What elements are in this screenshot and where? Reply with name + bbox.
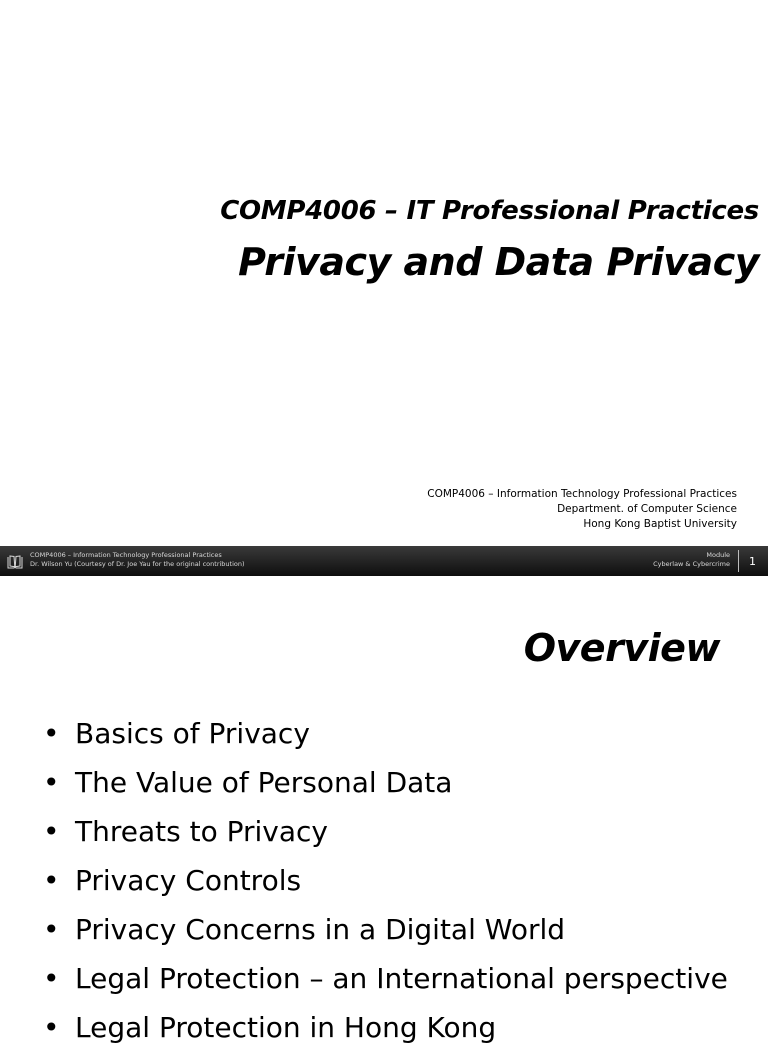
bullet-text: Legal Protection in Hong Kong [75, 1011, 497, 1044]
footer-module-name: Cyberlaw & Cybercrime [653, 560, 730, 568]
overview-slide [0, 576, 768, 1044]
department-line: Hong Kong Baptist University [583, 518, 737, 530]
list-item [43, 1011, 496, 1045]
list-item [43, 717, 310, 751]
bullet-text: Privacy Concerns in a Digital World [75, 913, 566, 946]
bullet-text: Basics of Privacy [75, 717, 310, 750]
list-item [43, 815, 328, 849]
page-number: 1 [749, 555, 756, 568]
footer-course-info [30, 551, 245, 569]
bullet-text: Threats to Privacy [75, 815, 328, 848]
list-item [43, 913, 565, 947]
bullet-point: • [43, 913, 60, 946]
bullet-text: Legal Protection – an International perspective [75, 962, 728, 995]
department-info [427, 487, 737, 532]
course-title: COMP4006 – IT Professional Practices [220, 196, 759, 226]
department-line: COMP4006 – Information Technology Professional Practices [427, 488, 737, 500]
bullet-point: • [43, 962, 60, 995]
main-title: Privacy and Data Privacy [238, 240, 759, 284]
bullet-point: • [43, 1011, 60, 1044]
bullet-text: Privacy Controls [75, 864, 302, 897]
footer-course-name: COMP4006 – Information Technology Professional Practices [30, 551, 222, 559]
footer-divider [738, 550, 739, 572]
slide-footer [0, 546, 768, 576]
overview-title: Overview [523, 626, 720, 670]
book-icon [7, 554, 23, 573]
bullet-point: • [43, 864, 60, 897]
list-item [43, 766, 452, 800]
list-item [43, 864, 301, 898]
bullet-point: • [43, 717, 60, 750]
department-line: Department. of Computer Science [557, 503, 737, 515]
footer-lecturer: Dr. Wilson Yu (Courtesy of Dr. Joe Yau for the original contribution) [30, 560, 245, 568]
footer-module-info [653, 551, 730, 569]
list-item [43, 962, 728, 996]
footer-module-label: Module [706, 551, 730, 559]
bullet-point: • [43, 815, 60, 848]
bullet-text: The Value of Personal Data [75, 766, 453, 799]
bullet-point: • [43, 766, 60, 799]
